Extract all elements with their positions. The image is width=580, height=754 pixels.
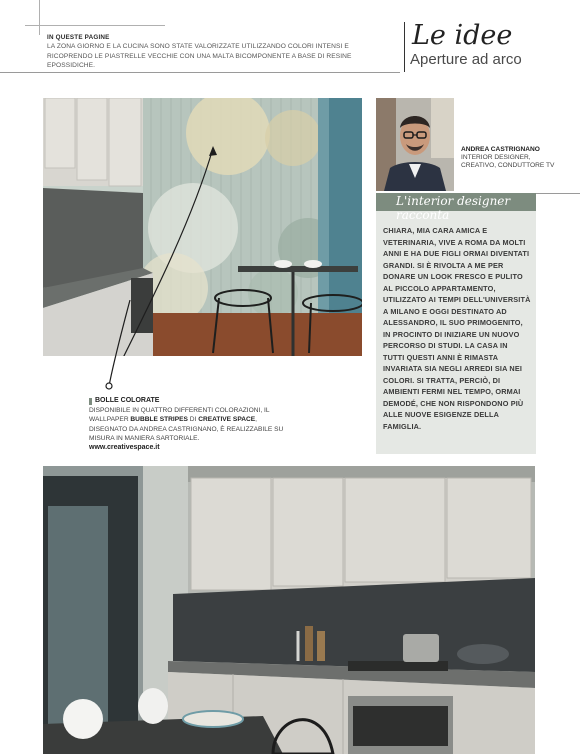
designer-portrait [376,98,454,191]
caption-text-part: DI [189,416,197,424]
decorative-rule [25,25,165,26]
header-rule [0,72,400,73]
quote-text: CHIARA, MIA CARA AMICA E VETERINARIA, VIVE A ROMA DA MOLTI ANNI E HA DUE FIGLI ORMAI DIVENTATI GRANDI. SI È RIVOLTA A ME PER DONARE UN LOOK FRESCO E PULITO AL PICCOLO APPARTAMENTO, UTILIZZATO AI TEMPI DELL'UNIVERSITÀ A MILANO E OGGI DESTINATO AD ALESSANDRO, IL SUO PRIMOGENITO, IN PROCINTO DI INIZIARE UN NUOVO PERCORSO DI STUDI. LA CASA IN TUTTI QUESTI ANNI È RIMASTA INVARIATA SIA NEGLI ARREDI SIA NEI COLORI. SI TRATTA, PERCIÒ, DI AMBIENTI FERMI NEL TEMPO, ORMAI DEMODÉ, CHE NON RISPONDONO PIÙ ALLE NUOVE ESIGENZE DELLA FAMIGLIA. [383,226,531,431]
designer-role: INTERIOR DESIGNER, CREATIVO, CONDUTTORE TV [461,154,555,170]
caption-brand: CREATIVE SPACE [198,416,256,424]
caption-url: www.creativespace.it [89,444,160,451]
caption-text-part: , DISEGNATO DA ANDREA CASTRIGNANO, È REALIZZABILE SU MISURA IN MANIERA SARTORIALE. [89,416,284,442]
quote-heading-tab [376,193,536,222]
page-subtitle: Aperture ad arco [410,51,522,68]
caption-marker [89,398,92,405]
caption-text-part: DISPONIBILE IN QUATTRO DIFFERENTI COLORAZIONI, IL WALLPAPER [89,407,270,424]
section-intro-text: LA ZONA GIORNO E LA CUCINA SONO STATE VALORIZZATE UTILIZZANDO COLORI INTENSI E RICOPRENDO LE PIASTRELLE VECCHIE CON UNA MALTA BICOMPONENTE A BASE DI RESINE EPOSSIDICHE. [47,43,352,69]
designer-name: ANDREA CASTRIGNANO [461,146,540,153]
decorative-rule [39,0,40,35]
designer-credit [461,146,561,171]
caption-pointer-line [100,300,140,392]
kitchen-photo [43,466,535,754]
section-label: IN QUESTE PAGINE [47,34,110,41]
caption-title: BOLLE COLORATE [95,397,160,404]
title-divider [404,22,405,72]
quote-heading: L'interior designer racconta [396,194,511,222]
page-title: Le idee [412,20,513,51]
caption-product: BUBBLE STRIPES [130,416,188,424]
caption-text [89,406,289,443]
kitchen-wallpaper-photo [43,98,362,356]
